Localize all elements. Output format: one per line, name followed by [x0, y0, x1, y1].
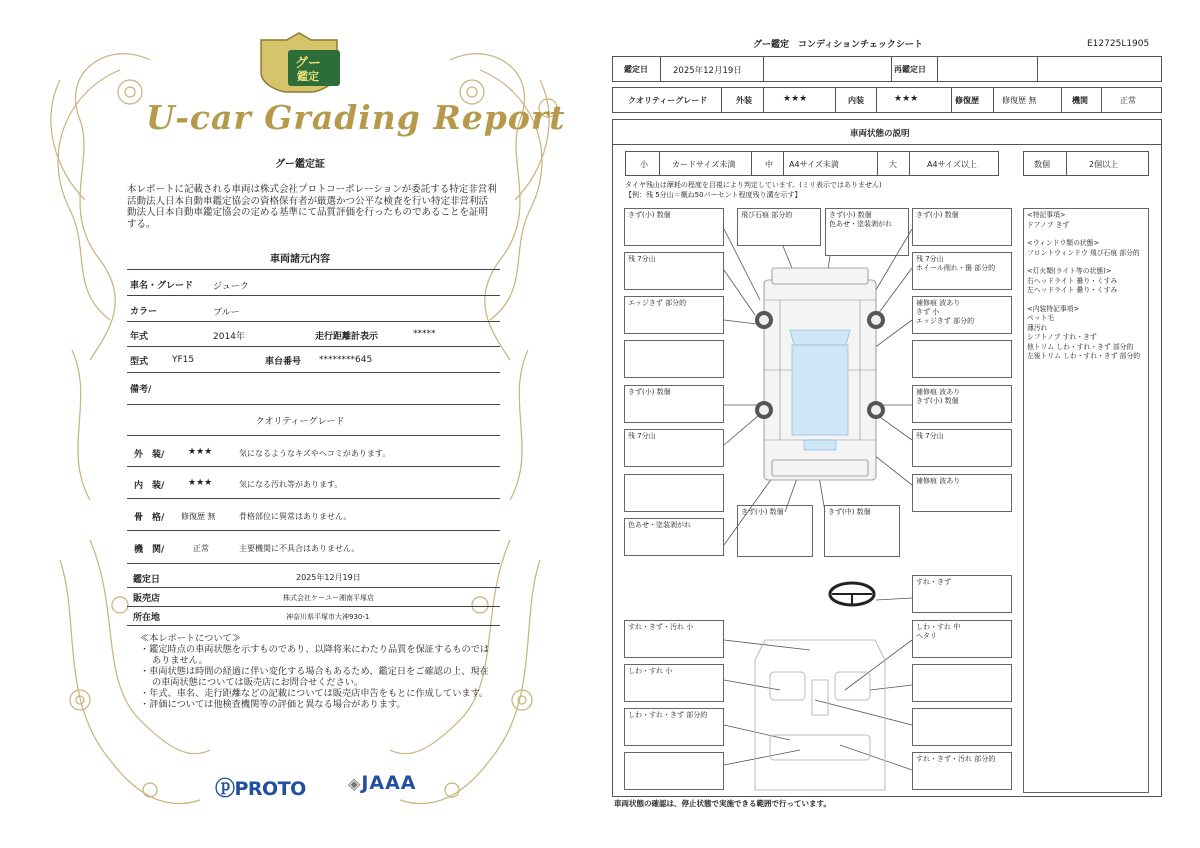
vehicle-label: 車名・グレード [130, 281, 194, 291]
divider [127, 606, 500, 607]
sheet-footer: 車両状態の確認は、停止状態で実施できる範囲で行っています。 [614, 799, 831, 808]
divider [127, 587, 500, 588]
damage-box-bottom-2: きず(中) 数個 [824, 505, 900, 557]
note-item: ・評価については他検査機関等の評価と異なる場合があります。 [140, 699, 406, 710]
color-label: カラー [130, 307, 158, 317]
size-mid: 中 [765, 160, 773, 169]
tire-example: 【例：残 5分山＝概ね50パーセント程度残り溝を示す】 [625, 191, 802, 199]
damage-box-left-3: エッジきず 部分的 [624, 296, 724, 334]
remarks-label: 備考/ [130, 385, 152, 395]
size-large: 大 [889, 160, 897, 169]
divider [127, 372, 500, 373]
reinspect-label: 再鑑定日 [894, 65, 926, 74]
mileage-label: 走行距離計表示 [315, 332, 379, 342]
divider [127, 466, 500, 467]
certificate-title: グー鑑定証 [275, 159, 325, 170]
damage-box-left-6: 残 7分山 [624, 429, 724, 467]
model-value: YF15 [172, 355, 195, 365]
interior-box-right-5: すれ・きず・汚れ 部分的 [912, 752, 1012, 790]
spec-section-title: 車両諸元内容 [270, 254, 330, 265]
damage-box-right-3: 補修痕 波あり きず 小 エッジきず 部分的 [912, 296, 1012, 334]
divider [127, 530, 500, 531]
size-small-desc: カードサイズ未満 [672, 160, 736, 169]
damage-box-left-4 [624, 340, 724, 378]
interior-box-left-3: しわ・すれ・きず 部分的 [624, 708, 724, 746]
model-label: 型式 [130, 357, 149, 367]
count-desc: 2個以上 [1089, 160, 1119, 169]
size-large-desc: A4サイズ以上 [927, 160, 977, 169]
divider [127, 269, 500, 270]
interior-box-right-2: しわ・すれ 中 ヘタリ [912, 620, 1012, 658]
divider [127, 435, 500, 436]
color-value: ブルー [213, 308, 240, 318]
note-item: ・車両状態は時間の経過に伴い変化する場合もあるため、鑑定日をご確認の上、現在の車両状態については販売店にお問合せください。 [140, 666, 489, 688]
divider [127, 346, 500, 347]
report-notes [140, 633, 495, 710]
condition-title: 車両状態の説明 [850, 129, 910, 139]
exterior-label: 外 装/ [134, 450, 165, 460]
store-value: 株式会社ケーユー湘南平塚店 [283, 594, 374, 602]
interior-box-left-4 [624, 752, 724, 790]
date-label: 鑑定日 [624, 65, 648, 74]
damage-box-right-4 [912, 340, 1012, 378]
badge-bottom-text: 鑑定 [297, 70, 319, 83]
badge-top-text: グー [295, 56, 322, 71]
address-value: 神奈川県平塚市大神930-1 [286, 613, 370, 621]
interior-box-left-2: しわ・すれ 小 [624, 664, 724, 702]
notes-title: ≪本レポートについて≫ [140, 633, 241, 644]
damage-box-top-2: きず(小) 数個 色あせ・塗装剥がれ [825, 208, 909, 256]
damage-box-right-6: 残 7分山 [912, 429, 1012, 467]
exterior-label: 外装 [736, 96, 752, 105]
chassis-value: ********645 [319, 355, 373, 365]
engine-value: 正常 [1120, 96, 1136, 105]
interior-stars: ★★★ [894, 94, 919, 104]
damage-box-right-1: きず(小) 数個 [912, 208, 1012, 246]
interior-box-left-1: すれ・きず・汚れ 小 [624, 620, 724, 658]
sheet-header: グー鑑定 コンディションチェックシート [753, 40, 923, 50]
date-label: 鑑定日 [133, 575, 161, 585]
store-label: 販売店 [133, 594, 161, 604]
divider [127, 625, 500, 626]
exterior-description: 気になるようなキズやヘコミがあります。 [239, 449, 391, 458]
interior-box-right-1: すれ・きず [912, 575, 1012, 613]
exterior-stars: ★★★ [783, 94, 808, 104]
damage-box-left-2: 残 7分山 [624, 252, 724, 290]
divider [127, 563, 500, 564]
jaaa-logo: ◈JAAA [348, 772, 417, 794]
divider [127, 404, 500, 405]
proto-logo: ⓟPROTO [215, 776, 306, 800]
date-value: 2025年12月19日 [673, 66, 742, 76]
quality-grade-title: クオリティーグレード [255, 417, 345, 427]
year-label: 年式 [130, 332, 149, 342]
interior-label: 内装 [848, 96, 864, 105]
frame-label: 骨 格/ [134, 513, 165, 523]
damage-box-left-7 [624, 474, 724, 512]
interior-label: 内 装/ [134, 481, 165, 491]
report-title: U-car Grading Report [146, 98, 566, 137]
chassis-label: 車台番号 [265, 357, 302, 367]
note-item: ・年式、車名、走行距離などの記載については販売店申告をもとに作成しています。 [140, 688, 489, 699]
date-value: 2025年12月19日 [296, 573, 361, 582]
quality-label: クオリティーグレード [628, 96, 708, 105]
repair-label: 修復歴 [955, 96, 979, 105]
certificate-intro: 本レポートに記載される車両は株式会社プロトコーポレーションが委託する特定非営利活動法人日本自動車鑑定協会の資格保有者が厳選かつ公平な検査を行い特定非営利活動法人日本自動車鑑定協会の定める基準にて品質評価を行ったものであることを証明する。 [127, 184, 497, 230]
interior-stars: ★★★ [188, 478, 213, 488]
divider [127, 321, 500, 322]
damage-box-left-1: きず(小) 数個 [624, 208, 724, 246]
interior-box-right-4 [912, 708, 1012, 746]
frame-description: 骨格部位に異常はありません。 [239, 512, 352, 521]
damage-box-right-2: 残 7分山 ホイール削れ・傷 部分的 [912, 252, 1012, 290]
sheet-id: E12725L1905 [1087, 39, 1150, 49]
address-label: 所在地 [133, 613, 161, 623]
size-small: 小 [640, 160, 648, 169]
tire-note: タイヤ残山は摩耗の程度を目視により判定しています。(ミリ表示ではありません) [625, 181, 882, 189]
note-item: ・鑑定時点の車両状態を示すものであり、以降将来にわたり品質を保証するものではありません。 [140, 644, 490, 666]
damage-box-left-5: きず(小) 数個 [624, 385, 724, 423]
repair-value: 修復歴 無 [1002, 96, 1037, 105]
damage-box-bottom-1: きず(小) 数個 [737, 505, 813, 557]
engine-label: 機 関/ [134, 545, 165, 555]
interior-box-right-3 [912, 664, 1012, 702]
count-label: 数個 [1034, 160, 1050, 169]
size-mid-desc: A4サイズ未満 [789, 160, 839, 169]
mileage-value: ***** [413, 329, 436, 339]
damage-box-left-8: 色あせ・塗装剥がれ [624, 518, 724, 556]
damage-box-right-5: 補修痕 波あり きず(小) 数個 [912, 385, 1012, 423]
condition-check-sheet [600, 0, 1200, 848]
damage-box-top-1: 飛び石痕 部分的 [737, 208, 821, 246]
engine-description: 主要機関に不具合はありません。 [239, 544, 360, 553]
year-value: 2014年 [213, 332, 245, 342]
interior-description: 気になる汚れ等があります。 [239, 480, 343, 489]
divider [127, 498, 500, 499]
frame-value: 修復歴 無 [181, 512, 216, 521]
vehicle-value: ジューク [213, 282, 249, 292]
damage-box-right-7: 補修痕 波あり [912, 474, 1012, 512]
engine-label: 機関 [1072, 96, 1088, 105]
exterior-stars: ★★★ [188, 447, 213, 457]
divider [127, 295, 500, 296]
engine-value: 正常 [193, 544, 209, 553]
special-notes-panel: <特記事項> ドアノブ きず <ウィンドウ類の状態> フロントウィンドウ 飛び石痕 部分的 <灯火類(ライト等の状態)> 右ヘッドライト 曇り・くすみ 左ヘッドライト 曇り・くすみ <内装特記事項> ペット毛 薄汚れ シフトノブ すれ・きず 他トリム しわ・すれ・きず 部分的 左後トリム しわ・すれ・きず 部分的 [1023, 208, 1149, 793]
